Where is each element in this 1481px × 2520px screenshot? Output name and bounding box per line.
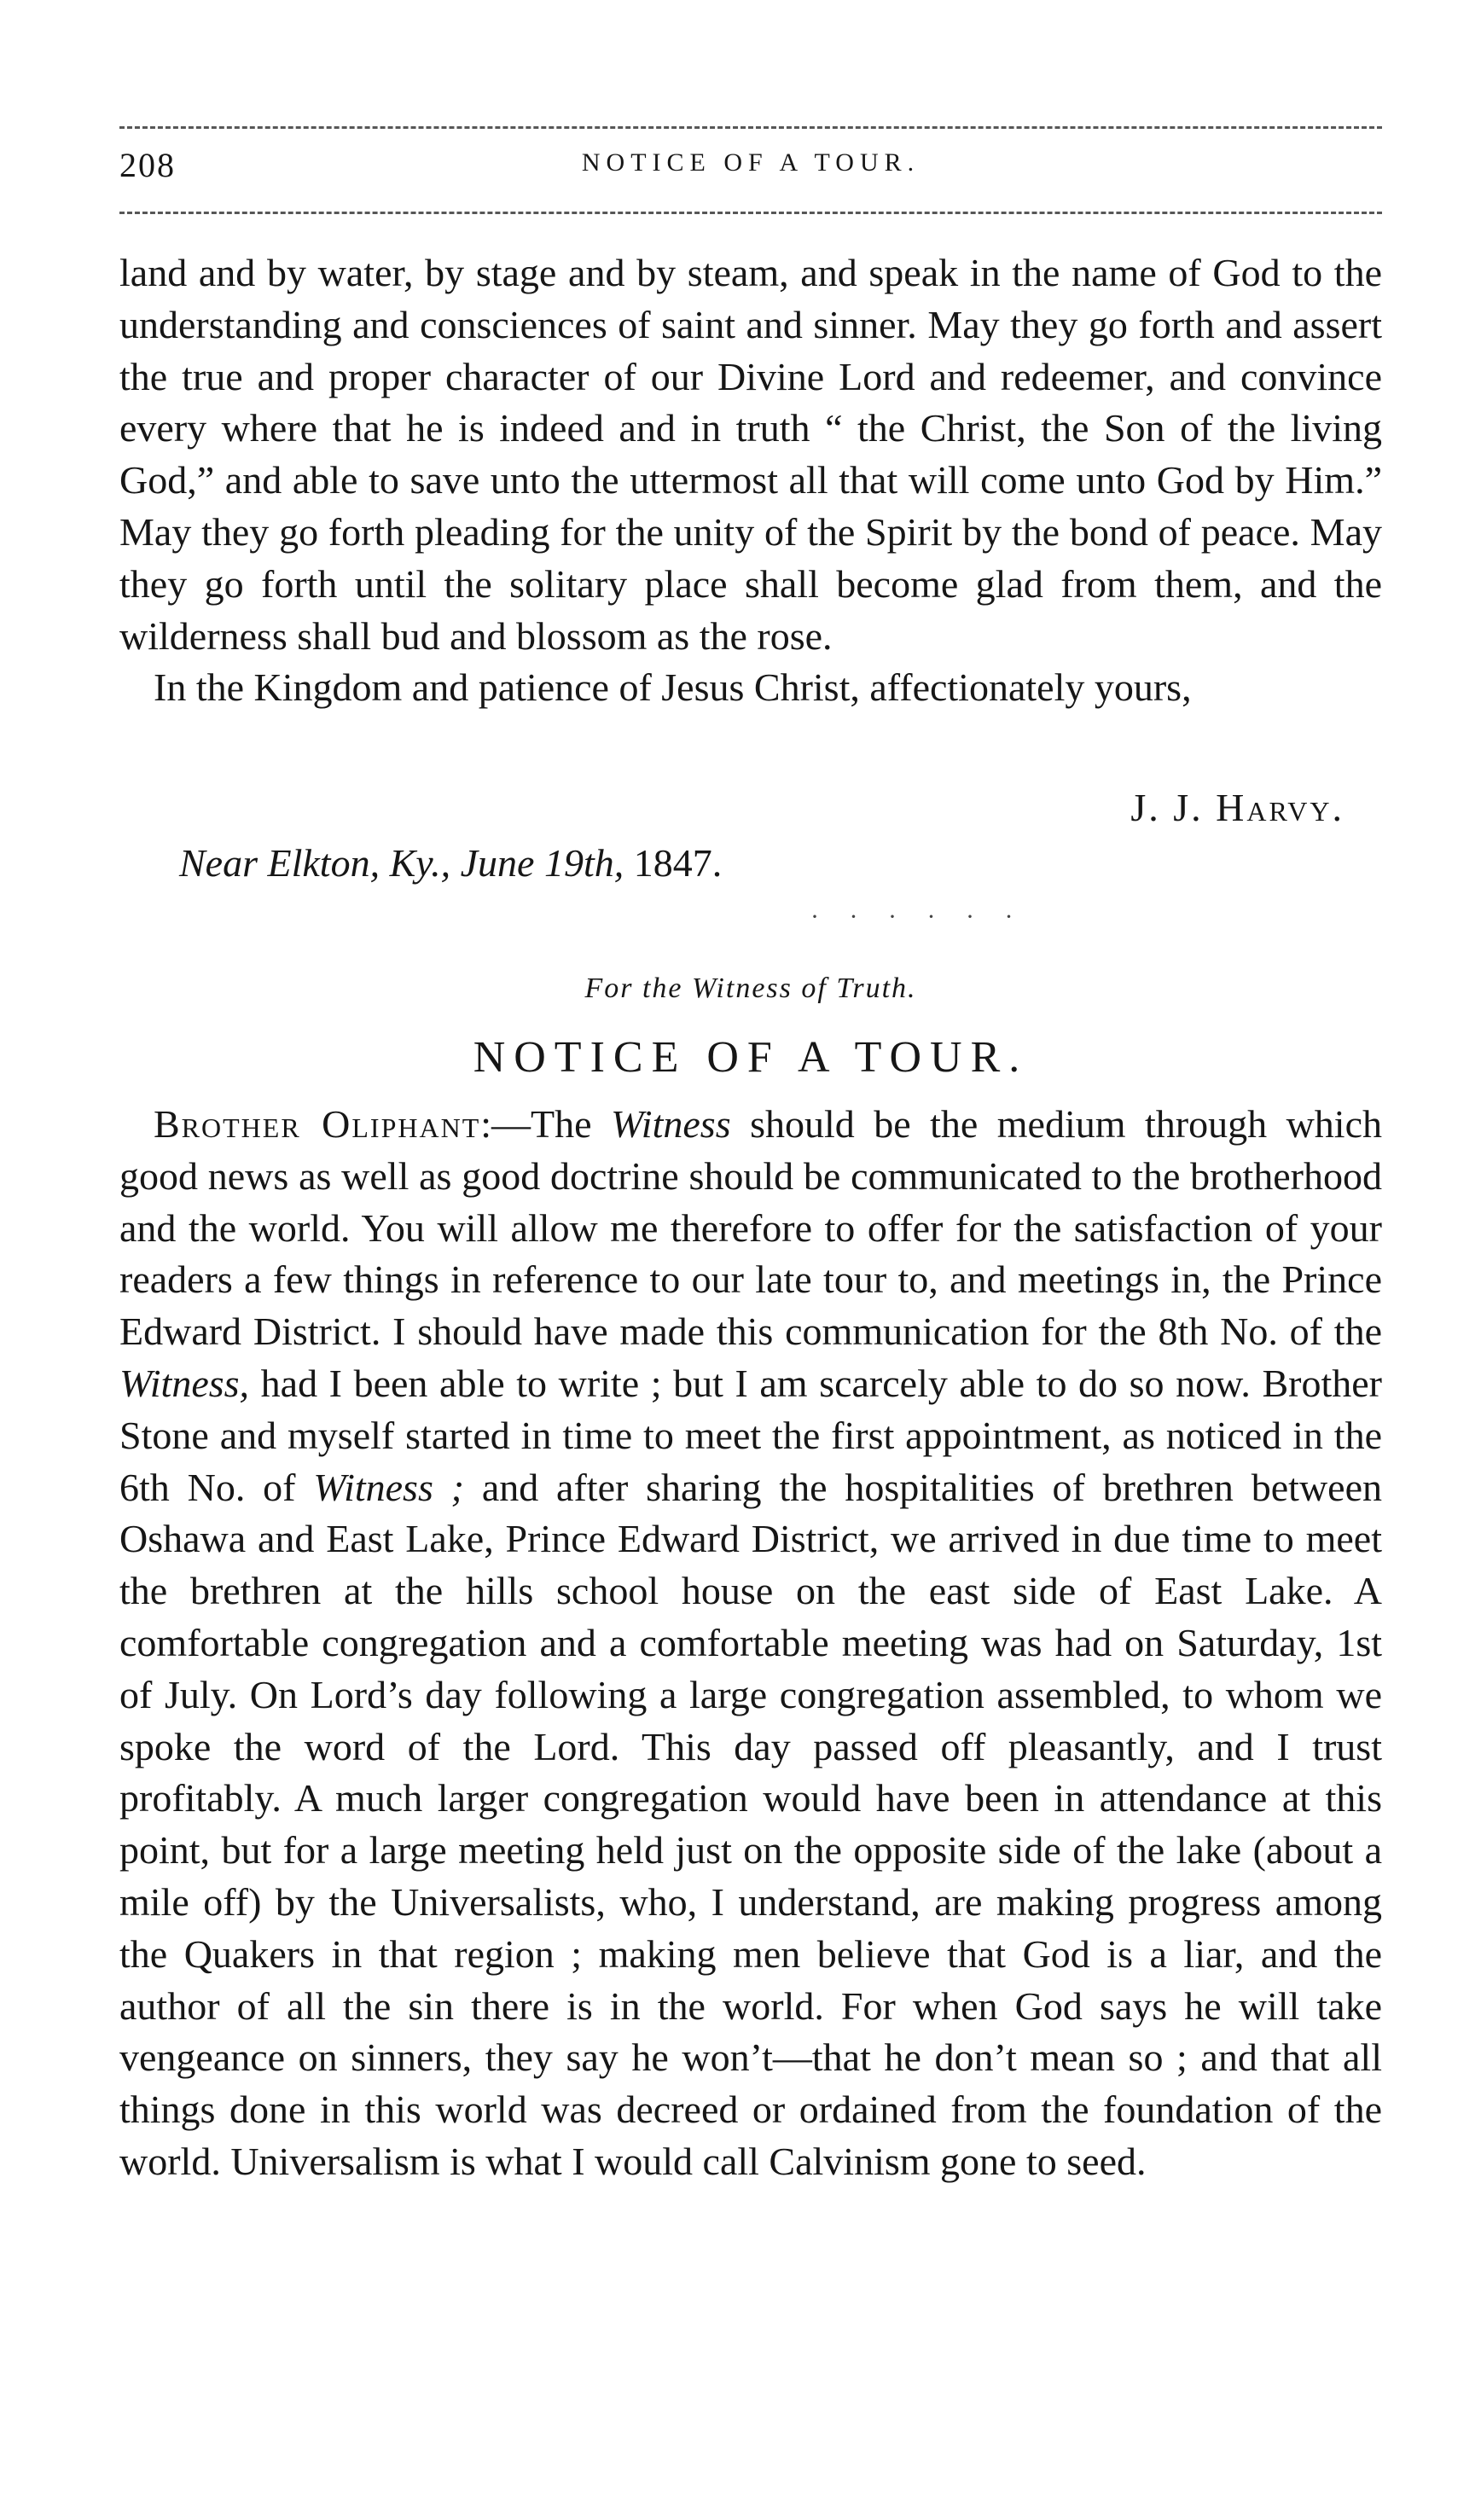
section-separator: · · · · · ·	[810, 903, 1025, 931]
article-source: For the Witness of Truth.	[584, 973, 917, 1004]
witness-title: Witness	[611, 1102, 731, 1146]
dateline-place: Near Elkton, Ky., June 19th,	[179, 841, 624, 885]
witness-title-2: Witness,	[119, 1361, 250, 1405]
running-header	[119, 145, 1382, 196]
letter-text	[119, 247, 1382, 714]
article-middle: had I been able to write ; but I am scarcely able to do so now. Brother Stone and myself started in time to meet the first appointment, as noticed in the 6th No. of	[119, 1361, 1382, 1509]
witness-title-3: Witness ;	[313, 1465, 464, 1509]
letter-closing: In the Kingdom and patience of Jesus Christ, affectionately yours,	[154, 665, 1192, 710]
letter-dateline	[179, 840, 722, 885]
article-body	[119, 1099, 1382, 2188]
header-rule-bottom	[119, 212, 1382, 214]
salutation: Brother Oliphant	[154, 1102, 481, 1146]
article-paragraph	[119, 1099, 1382, 2188]
letter-signature: J. J. Harvy.	[1130, 786, 1345, 829]
dateline-year: 1847.	[633, 841, 723, 885]
running-title: NOTICE OF A TOUR.	[581, 148, 921, 177]
article-title: NOTICE OF A TOUR.	[473, 1033, 1029, 1082]
header-rule-top	[119, 126, 1382, 129]
opening-post: should be the medium through which good news as well as good doctrine should be communicated to the brotherhood and the world. You will allow me therefore to offer for the satisfaction of your readers a few things in reference to our late tour to, and meetings in, the Prince Edward District. I should have made this communication for the 8th No. of the	[119, 1102, 1382, 1354]
article-closing: and after sharing the hospitalities of brethren between Oshawa and East Lake, Prince Edward District, we arrived in due time to meet the brethren at the hills school house on the east side of East Lake. A comfortable congregation and a comfortable meeting was had on Saturday, 1st of July. On Lord’s day following a large congregation assembled, to whom we spoke the word of the Lord. This day passed off pleasantly, and I trust profitably. A much larger congregation would have been in attendance at this point, but for a large meeting held just on the opposite side of the lake (about a mile off) by the Universalists, who, I understand, are making progress among the Quakers in that region ; making men believe that God is a liar, and the author of all the sin there is in the world. For when God says he will take vengeance on sinners, they say he won’t—that he don’t mean so ; and that all things done in this world was decreed or ordained from the foundation of the world. Universalism is what I would call Calvinism gone to seed.	[119, 1465, 1382, 2183]
letter-paragraph: land and by water, by stage and by steam, and speak in the name of God to the understanding and consciences of saint and sinner. May they go forth and assert the true and proper character of our Divine Lord and redeemer, and convince every where that he is indeed and in truth “ the Christ, the Son of the living God,” and able to save unto the uttermost all that will come unto God by Him.” May they go forth pleading for the unity of the Spirit by the bond of peace. May they go forth until the solitary place shall become glad from them, and the wilderness shall bud and blossom as the rose.	[119, 251, 1382, 658]
page-number: 208	[119, 146, 176, 184]
opening-pre: :—The	[480, 1102, 612, 1146]
